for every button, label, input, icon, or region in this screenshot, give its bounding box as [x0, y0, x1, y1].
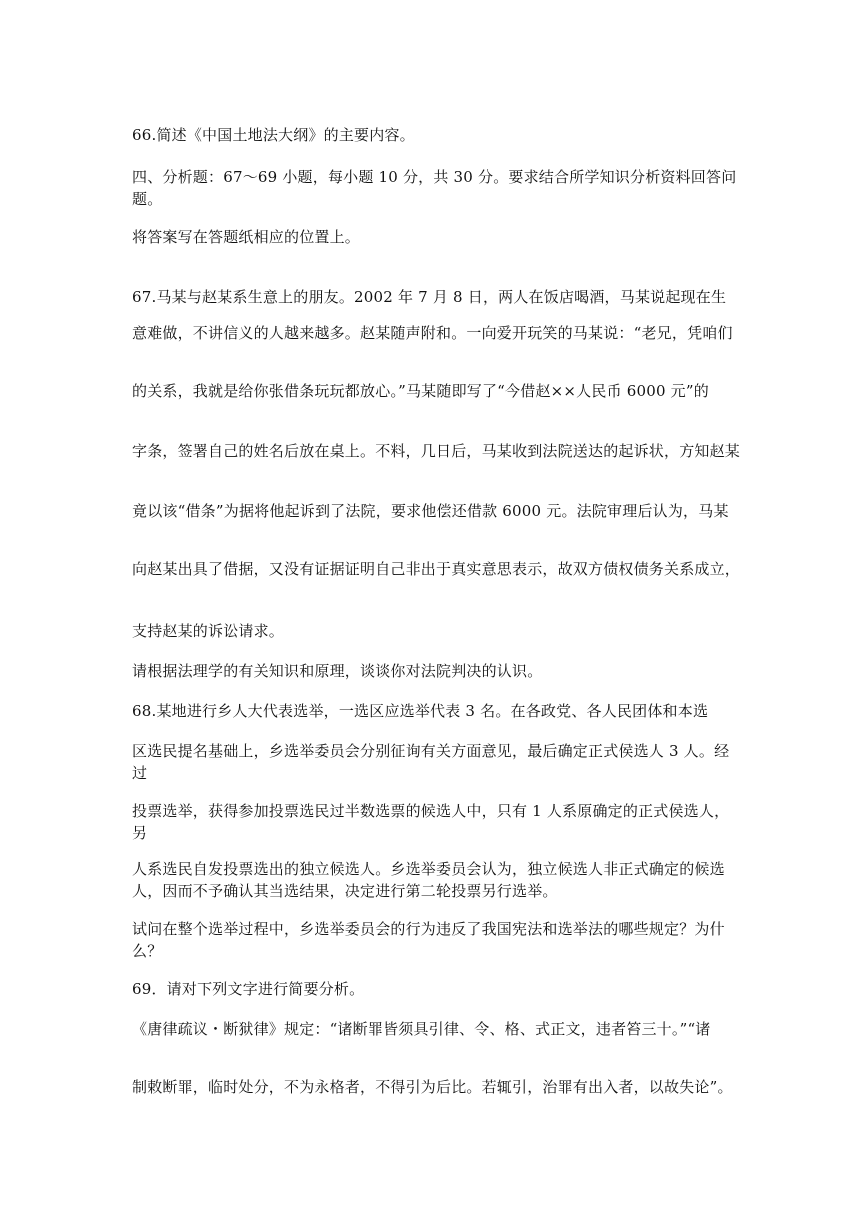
question-68-line-4: 人系选民自发投票选出的独立候选人。乡选举委员会认为，独立候选人非正式确定的候选人，因而不予确认其当选结果，决定进行第二轮投票另行选举。 [132, 860, 725, 900]
question-67-line-4: 字条，签署自己的姓名后放在桌上。不料，几日后，马某收到法院送达的起诉状，方知赵某 [132, 442, 741, 460]
question-69-quote-1: 《唐律疏议・断狱律》规定：“诸断罪皆须具引律、令、格、式正文，违者笞三十。”“诸 [132, 1020, 711, 1038]
question-68-line-1: 68.某地进行乡人大代表选举，一选区应选举代表 3 名。在各政党、各人民团体和本选 [132, 702, 709, 720]
answer-instruction: 将答案写在答题纸相应的位置上。 [132, 228, 361, 246]
question-68-prompt: 试问在整个选举过程中，乡选举委员会的行为违反了我国宪法和选举法的哪些规定？为什么？ [132, 920, 725, 960]
question-68-line-2: 区选民提名基础上，乡选举委员会分别征询有关方面意见，最后确定正式侯选人 3 人。经过 [132, 742, 730, 782]
question-69-quote-2: 制敕断罪，临时处分，不为永格者，不得引为后比。若辄引，治罪有出入者，以故失论”。 [132, 1078, 733, 1096]
question-67-line-1: 67.马某与赵某系生意上的朋友。2002 年 7 月 8 日，两人在饭店喝酒，马某说起现在生 [132, 288, 727, 306]
question-67-prompt: 请根据法理学的有关知识和原理，谈谈你对法院判决的认识。 [132, 662, 543, 680]
section-four-heading: 四、分析题：67～69 小题，每小题 10 分，共 30 分。要求结合所学知识分析资料回答问题。 [132, 168, 737, 208]
question-67-line-2: 意难做，不讲信义的人越来越多。赵某随声附和。一向爱开玩笑的马某说：“老兄，凭咱们 [132, 324, 733, 342]
question-67-line-5: 竟以该“借条”为据将他起诉到了法院，要求他偿还借款 6000 元。法院审理后认为，马某 [132, 502, 729, 520]
question-67-line-7: 支持赵某的诉讼请求。 [132, 622, 285, 640]
question-67-line-6: 向赵某出具了借据，又没有证据证明自己非出于真实意思表示，故双方债权债务关系成立， [132, 560, 741, 578]
question-66: 66.简述《中国土地法大纲》的主要内容。 [132, 126, 415, 144]
question-68-line-3: 投票选举，获得参加投票选民过半数选票的候选人中，只有 1 人系原确定的正式侯选人，另 [132, 802, 730, 842]
question-67-line-3: 的关系，我就是给你张借条玩玩都放心。”马某随即写了“今借赵××人民币 6000 元”的 [132, 382, 709, 400]
question-69: 69．请对下列文字进行简要分析。 [132, 980, 365, 998]
